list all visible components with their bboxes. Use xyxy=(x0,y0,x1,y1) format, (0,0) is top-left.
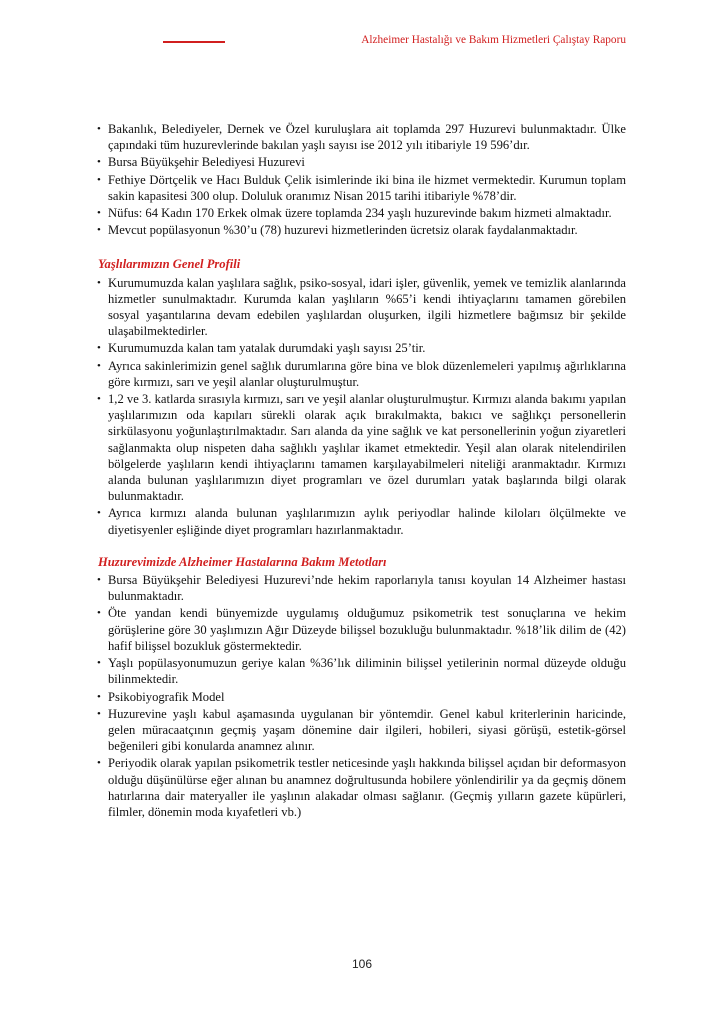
list-item-text: 1,2 ve 3. katlarda sırasıyla kırmızı, sarı ve yeşil alanlar oluşturulmuştur. Kırmızı alanda bakımı yapılan yaşlılarımızın oda kapıları sürekli olarak açık bırakılmakta, bakıcı ve sağlıkçı personellerin sirkülasyonu yoğunlaştırılmaktadır. Sarı alanda da yine sağlık ve kat personellerinin yoğun ziyaretleri sağlanmakta olup nispeten daha sağlıklı yaşlılar ikamet etmektedir. Yeşil alan olarak nitelendirilen bölgelerde yaşlıların kendi ihtiyaçlarını tamamen karşılayabilmeleri niteliği aranmaktadır. Kırmızı alanda bulunan yaşlılarımızın diyet programları ve özel durumları yatak başlarında bilgi olarak bulunmaktadır. xyxy=(108,392,626,504)
list-item-text: Periyodik olarak yapılan psikometrik testler neticesinde yaşlı hakkında bilişsel açıdan bir deformasyon olduğu düşünülürse eğer alınan bu anamnez doğrultusunda hobilere yönlendirilir ya da geçmiş dönem hatırlarına dair materyaller ile yaşlının alakadar olması sağlanır. (Geçmiş yılların gazete küpürleri, filmler, dönemin moda kıyafetleri vb.) xyxy=(108,756,626,819)
list-item xyxy=(98,605,626,654)
bullet-icon: • xyxy=(97,359,101,372)
list-item-text: Nüfus: 64 Kadın 170 Erkek olmak üzere toplamda 234 yaşlı huzurevinde bakım hizmeti almaktadır. xyxy=(108,206,612,221)
list-item xyxy=(98,505,626,537)
list-item-text: Ayrıca kırmızı alanda bulunan yaşlılarımızın aylık periyodlar halinde kiloları ölçülmekte ve diyetisyenler eşliğinde diyet programları hazırlanmaktadır. xyxy=(108,506,626,537)
bullet-icon: • xyxy=(97,123,101,135)
list-item-text: Ayrıca sakinlerimizin genel sağlık durumlarına göre bina ve blok düzenlemeleri yapılmış ağırlıklarına göre kırmızı, sarı ve yeşil alanlar oluşturulmuştur. xyxy=(108,358,626,389)
bullet-icon: • xyxy=(97,173,101,186)
bullet-icon: • xyxy=(97,507,101,520)
list-item-text: Kurumumuzda kalan yaşlılara sağlık, psiko-sosyal, idari işler, güvenlik, yemek ve temizlik alanlarında hizmetler sunulmaktadır. Kurumda kalan yaşlıların %65’i kendi ihtiyaçlarını tamamen görebilen sosyal yaşantılarına devam edebilen yaşlılardan oluşurken, ilgili hizmetlere bağımsız bir şekilde ulaşabilmektedirler. xyxy=(108,275,626,339)
list-item xyxy=(98,340,626,356)
list-item xyxy=(98,755,626,820)
list-item xyxy=(98,121,626,153)
bullet-icon: • xyxy=(97,207,101,220)
list-item xyxy=(98,706,626,755)
header-rule xyxy=(163,41,225,43)
list-item xyxy=(98,205,626,221)
list-item-text: Fethiye Dörtçelik ve Hacı Bulduk Çelik isimlerinde iki bina ile hizmet vermektedir. Kurumun toplam sakin kapasitesi 300 olup. Doluluk oranımız Nisan 2015 tarihi itibariyle %78’dir. xyxy=(108,172,626,203)
section-heading-elderly-profile: Yaşlılarımızın Genel Profili xyxy=(98,257,241,272)
bullet-icon: • xyxy=(97,607,101,620)
bullet-icon: • xyxy=(97,393,101,406)
page-number: 106 xyxy=(351,957,373,971)
list-item-text: Psikobiyografik Model xyxy=(108,689,225,704)
list-item-text: Bursa Büyükşehir Belediyesi Huzurevi xyxy=(108,155,305,170)
list-item xyxy=(98,222,626,238)
list-item xyxy=(98,358,626,390)
list-item-text: Huzurevine yaşlı kabul aşamasında uygulanan bir yöntemdir. Genel kabul kriterlerinin haricinde, gelen müracaatçının geçmiş yaşam dönemine dair ilgileri, hobileri, siyasi görüşü, estetik-görsel beğenileri gibi konularda anamnez alınır. xyxy=(108,706,626,754)
bullet-icon: • xyxy=(97,342,101,355)
running-header: Alzheimer Hastalığı ve Bakım Hizmetleri Çalıştay Raporu xyxy=(361,34,626,46)
bullet-icon: • xyxy=(97,276,101,289)
list-item-text: Bakanlık, Belediyeler, Dernek ve Özel kuruluşlara ait toplamda 297 Huzurevi bulunmaktadır. Ülke çapındaki tüm huzurevlerinde bakılan yaşlı sayısı ise 2012 yılı itibariyle 19 596’dır. xyxy=(108,122,626,153)
list-item xyxy=(98,275,626,340)
bullet-icon: • xyxy=(97,707,101,720)
section3-list xyxy=(98,572,626,820)
bullet-icon: • xyxy=(97,574,101,587)
list-item-text: Bursa Büyükşehir Belediyesi Huzurevi’nde hekim raporlarıyla tanısı koyulan 14 Alzheimer hastası bulunmaktadır. xyxy=(108,573,626,604)
bullet-icon: • xyxy=(97,156,101,169)
bullet-icon: • xyxy=(97,757,101,770)
list-item-text: Öte yandan kendi bünyemizde uygulamış olduğumuz psikometrik test sonuçlarına ve hekim görüşlerine göre 30 yaşlımızın Ağır Düzeyde bilişsel bozukluğu bulunmaktadır. %18’lik dilim de (42) hafif bilişsel bozukluk göstermektedir. xyxy=(108,606,626,653)
bullet-icon: • xyxy=(97,690,101,703)
list-item xyxy=(98,572,626,604)
list-item xyxy=(98,655,626,687)
list-item-text: Mevcut popülasyonun %30’u (78) huzurevi hizmetlerinden ücretsiz olarak faydalanmaktadır. xyxy=(108,223,578,238)
section1-list xyxy=(98,121,626,238)
list-item xyxy=(98,689,626,705)
section-heading-alzheimer-care: Huzurevimizde Alzheimer Hastalarına Bakım Metotları xyxy=(98,554,387,569)
page-content xyxy=(98,121,626,821)
section2-list xyxy=(98,275,626,538)
bullet-icon: • xyxy=(97,224,101,237)
list-item xyxy=(98,172,626,204)
bullet-icon: • xyxy=(97,657,101,670)
list-item xyxy=(98,391,626,504)
list-item-text: Yaşlı popülasyonumuzun geriye kalan %36’lık diliminin bilişsel yetilerinin normal düzeyde olduğu bilinmektedir. xyxy=(108,656,626,687)
list-item-text: Kurumumuzda kalan tam yatalak durumdaki yaşlı sayısı 25’tir. xyxy=(108,341,426,356)
list-item xyxy=(98,154,626,170)
